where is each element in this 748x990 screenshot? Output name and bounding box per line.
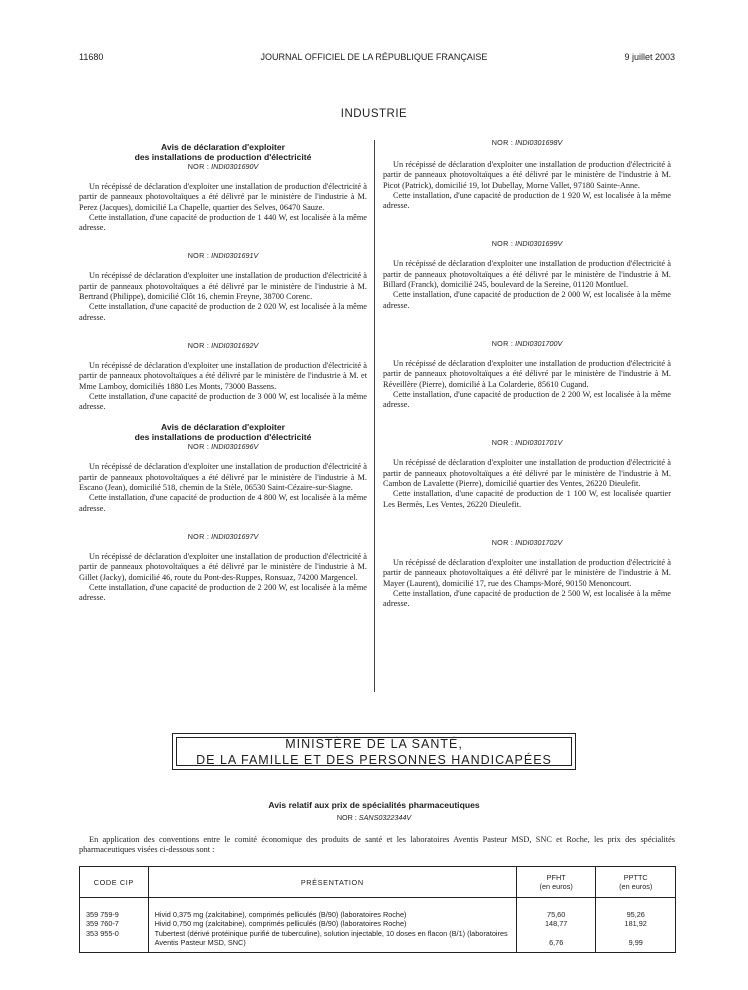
nor-reference: NOR : INDI0301699V xyxy=(491,239,563,249)
notice-paragraph: Cette installation, d'une capacité de production de 2 200 W, est localisée à la même adresse. xyxy=(383,389,671,410)
nor-reference: NOR : INDI0301701V xyxy=(491,438,563,448)
notice-paragraph: Cette installation, d'une capacité de production de 2 020 W, est localisée à la même adresse. xyxy=(79,302,367,322)
notice-paragraph: Cette installation, d'une capacité de production de 2 200 W, est localisée à la même adresse. xyxy=(79,582,367,603)
ppttc-cell: 181,92 xyxy=(596,919,676,928)
ministry-line-1: MINISTÈRE DE LA SANTÉ, xyxy=(285,737,463,751)
notice-block xyxy=(383,339,671,410)
ppttc-cell: 9,99 xyxy=(596,929,676,953)
notice-title: Avis de déclaration d'exploiter des installations de production d'électricité xyxy=(134,142,312,162)
notice-paragraph: Cette installation, d'une capacité de production de 4 800 W, est localisée à la même adresse. xyxy=(79,493,367,513)
presentation-cell: Hivid 0,375 mg (zalcitabine), comprimés pelliculés (B/90) (laboratoires Roche) xyxy=(148,898,516,920)
column-header-pfht: PFHT (en euros) xyxy=(516,867,596,898)
notice-title: Avis de déclaration d'exploiter des installations de production d'électricité xyxy=(134,422,312,443)
table-row xyxy=(80,919,676,928)
notice-block xyxy=(79,422,367,513)
notice-block xyxy=(383,438,671,509)
notice-paragraph: Cette installation, d'une capacité de production de 1 920 W, est localisée à la même adresse. xyxy=(383,190,671,211)
price-table xyxy=(79,866,676,953)
notice-paragraph: Un récépissé de déclaration d'exploiter une installation de production d'électricité à partir de panneaux photovoltaïques a été délivré par le ministère de l'industrie à M. Gillet (Jacky), domicilié 46, route du Pont-des-Ruppes, Ronsuaz, 74200 Margencel. xyxy=(79,551,367,582)
pfht-cell: 148,77 xyxy=(516,919,596,928)
notice-paragraph: Un récépissé de déclaration d'exploiter une installation de production d'électricité à partir de panneaux photovoltaïques a été délivré par le ministère de l'industrie à M. Cambon de Lavalette (Pierre), domicilié quartier des Ventes, 26220 Dieulefit. xyxy=(383,458,671,489)
notice-block xyxy=(79,251,367,322)
column-header-code: CODE CIP xyxy=(80,867,149,898)
notice-paragraph: Cette installation, d'une capacité de production de 2 500 W, est localisée à la même adresse. xyxy=(383,588,671,609)
column-header-presentation: PRÉSENTATION xyxy=(148,867,516,898)
ministry-heading-box xyxy=(172,733,576,770)
notice-paragraph: Cette installation, d'une capacité de production de 1 440 W, est localisée à la même adresse. xyxy=(79,212,367,233)
ppttc-cell: 95,26 xyxy=(596,898,676,920)
notice-paragraph: Un récépissé de déclaration d'exploiter une installation de production d'électricité à partir de panneaux photovoltaïques a été délivré par le ministère de l'industrie à M. Réveillère (Pierre), domicilié à La Colarderie, 85610 Cugand. xyxy=(383,358,671,389)
notice-paragraph: Un récépissé de déclaration d'exploiter une installation de production d'électricité à partir de panneaux photovoltaïques a été délivré par le ministère de l'industrie à M. Picot (Patrick), domicilié 19, lot Dubellay, Morne Vallet, 97180 Sainte-Anne. xyxy=(383,160,671,190)
notice-paragraph: Un récépissé de déclaration d'exploiter une installation de production d'électricité à partir de panneaux photovoltaïques a été délivré par le ministère de l'industrie à M. Escano (Jean), domicilié 518, chemin de la Stèle, 06530 Saint-Cézaire-sur-Siagne. xyxy=(79,462,367,493)
nor-reference: NOR : INDI0301692V xyxy=(187,340,259,350)
section-title: INDUSTRIE xyxy=(340,108,408,120)
notice-block xyxy=(79,532,367,603)
nor-reference: NOR : INDI0301700V xyxy=(491,338,563,348)
notice-block xyxy=(383,239,671,310)
notice-paragraph: Un récépissé de déclaration d'exploiter une installation de production d'électricité à partir de panneaux photovoltaïques a été délivré par le ministère de l'industrie à M. et Mme Lamboy, domiciliés 1880 Les Monts, 73000 Bassens. xyxy=(79,360,367,391)
notice-block xyxy=(79,142,367,233)
nor-reference: NOR : INDI0301691V xyxy=(187,251,259,261)
notice-paragraph: Un récépissé de déclaration d'exploiter une installation de production d'électricité à partir de panneaux photovoltaïques a été délivré par le ministère de l'industrie à M. Mayer (Laurent), domicilié 17, rue des Champs-Moré, 90150 Menoncourt. xyxy=(383,557,671,588)
cip-code: 359 759-9 xyxy=(80,898,149,920)
notice-paragraph: Un récépissé de déclaration d'exploiter une installation de production d'électricité à partir de panneaux photovoltaïques a été délivré par le ministère de l'industrie à M. Bertrand (Philippe), domicilié Clôt 16, chemin Freyne, 38700 Corenc. xyxy=(79,271,367,302)
pfht-cell: 6,76 xyxy=(516,929,596,953)
left-column xyxy=(79,138,367,621)
ministry-line-2: DE LA FAMILLE ET DES PERSONNES HANDICAPÉES xyxy=(196,753,552,767)
cip-code: 359 760-7 xyxy=(80,919,149,928)
notice-block xyxy=(383,538,671,609)
presentation-cell: Tubertest (dérivé protéinique purifié de tuberculine), solution injectable, 10 doses en flacon (B/1) (laboratoires Aventis Pasteur MSD, SNC) xyxy=(148,929,516,953)
notice-block xyxy=(383,138,671,211)
notice-block xyxy=(79,341,367,412)
notice-title: Avis relatif aux prix de spécialités pharmaceutiques xyxy=(268,800,480,810)
nor-reference: NOR : INDI0301698V xyxy=(491,138,563,147)
notice-paragraph: Un récépissé de déclaration d'exploiter une installation de production d'électricité à partir de panneaux photovoltaïques a été délivré par le ministère de l'industrie à M. Billard (Franck), domicilié 245, boulevard de la Sereine, 01120 Montluel. xyxy=(383,259,671,290)
nor-reference: NOR : INDI0301702V xyxy=(491,537,563,547)
table-row xyxy=(80,929,676,953)
notice-paragraph: Cette installation, d'une capacité de production de 3 000 W, est localisée à la même adresse. xyxy=(79,391,367,412)
table-header-row xyxy=(80,867,676,898)
right-column xyxy=(383,138,671,627)
column-divider xyxy=(374,140,375,692)
nor-reference: NOR : SANS0322344V xyxy=(336,813,412,822)
nor-reference: NOR : INDI0301696V xyxy=(187,442,259,452)
notice-paragraph: Cette installation, d'une capacité de production de 1 100 W, est localisée quartier Les Bermès, Les Ventes, 26220 Dieulefit. xyxy=(383,489,671,509)
notice-paragraph: Cette installation, d'une capacité de production de 2 000 W, est localisée à la même adresse. xyxy=(383,290,671,310)
presentation-cell: Hivid 0,750 mg (zalcitabine), comprimés pelliculés (B/90) (laboratoires Roche) xyxy=(148,919,516,928)
notice-paragraph: Un récépissé de déclaration d'exploiter une installation de production d'électricité à partir de panneaux photovoltaïques a été délivré par le ministère de l'industrie à M. Perez (Jacques), domicilié La Chapelle, quartier des Selves, 06470 Sauze. xyxy=(79,182,367,212)
pfht-cell: 75,60 xyxy=(516,898,596,920)
journal-title: JOURNAL OFFICIEL DE LA RÉPUBLIQUE FRANÇAISE xyxy=(260,52,488,62)
table-row xyxy=(80,898,676,920)
page-number: 11680 xyxy=(79,52,104,62)
column-header-ppttc: PPTTC (en euros) xyxy=(596,867,676,898)
cip-code: 353 955-0 xyxy=(80,929,149,953)
intro-paragraph: En application des conventions entre le comité économique des produits de santé et les laboratoires Aventis Pasteur MSD, SNC et Roche, les prix des spécialités pharmaceutiques visées ci-dessous sont : xyxy=(79,835,675,855)
nor-reference: NOR : INDI0301690V xyxy=(187,162,259,171)
issue-date: 9 juillet 2003 xyxy=(624,52,675,62)
nor-reference: NOR : INDI0301697V xyxy=(187,531,259,541)
